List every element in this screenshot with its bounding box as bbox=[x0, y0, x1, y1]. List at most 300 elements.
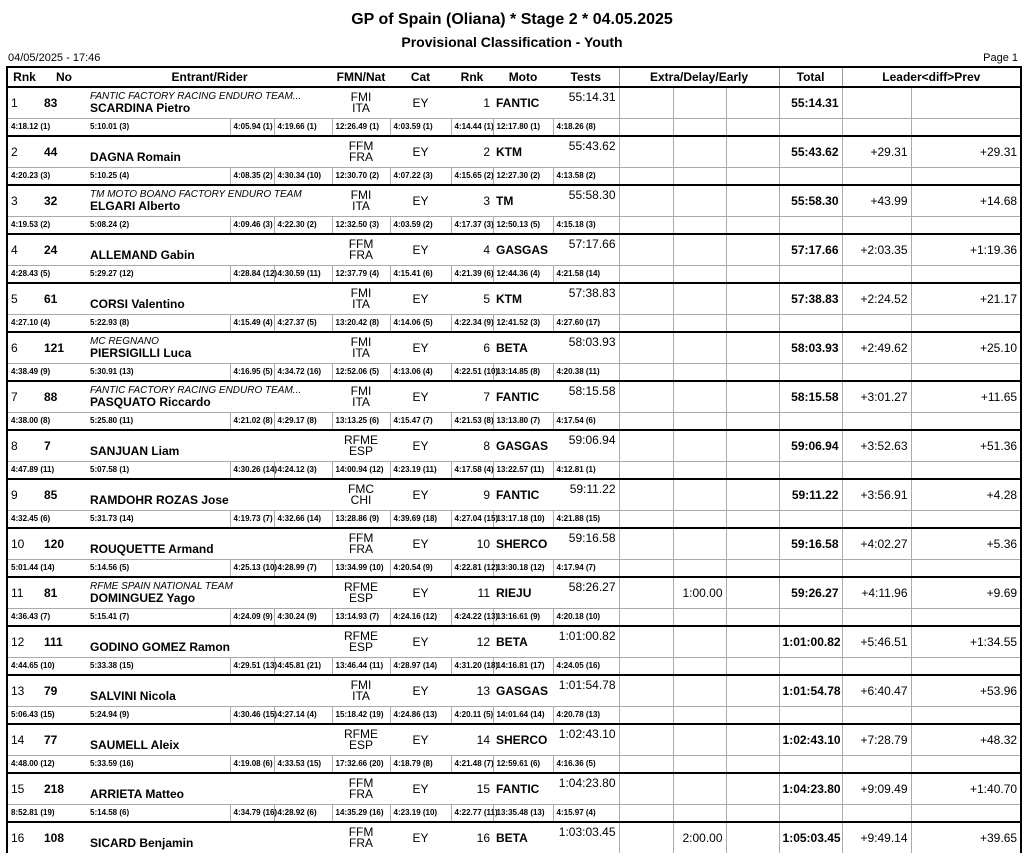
table-row bbox=[7, 479, 1021, 510]
split-time: 4:23.19 (11) bbox=[390, 461, 451, 479]
split-empty bbox=[842, 804, 911, 822]
rider-name: GODINO GOMEZ Ramon bbox=[90, 639, 231, 654]
table-row bbox=[7, 136, 1021, 167]
team-name: RFME SPAIN NATIONAL TEAM bbox=[90, 580, 233, 592]
prev-diff-cell: +21.17 bbox=[911, 283, 1021, 314]
split-time: 13:22.57 (11) bbox=[493, 461, 553, 479]
split-empty bbox=[726, 265, 779, 283]
split-time: 4:15.18 (3) bbox=[553, 216, 619, 234]
split-empty bbox=[726, 608, 779, 626]
split-time bbox=[194, 167, 230, 185]
split-time: 4:21.58 (14) bbox=[553, 265, 619, 283]
category-cell: EY bbox=[390, 528, 451, 559]
split-empty bbox=[673, 657, 726, 675]
fmn-nat-cell bbox=[332, 626, 390, 657]
split-time: 4:34.79 (16) bbox=[230, 804, 274, 822]
number-cell: 24 bbox=[41, 234, 87, 265]
early-cell bbox=[726, 332, 779, 363]
extra-cell bbox=[619, 773, 673, 804]
split-time: 8:52.81 (19) bbox=[7, 804, 87, 822]
split-time: 12:52.06 (5) bbox=[332, 363, 390, 381]
split-time: 4:30.24 (9) bbox=[274, 608, 332, 626]
split-empty bbox=[673, 412, 726, 430]
total-cell: 59:06.94 bbox=[779, 430, 842, 461]
class-rank-cell: 7 bbox=[451, 381, 493, 412]
fmn-nat-cell bbox=[332, 430, 390, 461]
split-time: 4:15.41 (6) bbox=[390, 265, 451, 283]
split-empty bbox=[911, 265, 1021, 283]
splits-row bbox=[7, 265, 1021, 283]
leader-diff-cell: +3:52.63 bbox=[842, 430, 911, 461]
fmn-nat-cell bbox=[332, 136, 390, 167]
split-empty bbox=[619, 363, 673, 381]
class-rank-cell: 9 bbox=[451, 479, 493, 510]
split-time: 14:16.81 (17) bbox=[493, 657, 553, 675]
split-time: 13:46.44 (11) bbox=[332, 657, 390, 675]
split-time: 4:27.37 (5) bbox=[274, 314, 332, 332]
extra-cell bbox=[619, 479, 673, 510]
col-moto: Moto bbox=[493, 67, 553, 87]
split-empty bbox=[673, 314, 726, 332]
table-row bbox=[7, 626, 1021, 657]
extra-cell bbox=[619, 381, 673, 412]
number-cell: 111 bbox=[41, 626, 87, 657]
fmn-label: FFM bbox=[348, 530, 374, 545]
nation-label: ESP bbox=[349, 443, 374, 458]
nation-label: FRA bbox=[349, 247, 374, 262]
split-time: 5:10.01 (3) bbox=[87, 118, 194, 136]
delay-cell bbox=[673, 479, 726, 510]
total-cell: 58:03.93 bbox=[779, 332, 842, 363]
number-cell: 77 bbox=[41, 724, 87, 755]
prev-diff-cell: +1:19.36 bbox=[911, 234, 1021, 265]
split-time: 14:35.29 (16) bbox=[332, 804, 390, 822]
moto-cell: SHERCO bbox=[493, 724, 553, 755]
split-empty bbox=[911, 559, 1021, 577]
moto-cell: KTM bbox=[493, 136, 553, 167]
tests-cell: 55:58.30 bbox=[553, 185, 619, 216]
split-empty bbox=[673, 706, 726, 724]
split-time: 12:50.13 (5) bbox=[493, 216, 553, 234]
splits-row bbox=[7, 559, 1021, 577]
prev-diff-cell: +53.96 bbox=[911, 675, 1021, 706]
nation-label: CHI bbox=[350, 492, 372, 507]
split-empty bbox=[726, 755, 779, 773]
split-empty bbox=[842, 265, 911, 283]
split-empty bbox=[842, 167, 911, 185]
split-time: 4:17.94 (7) bbox=[553, 559, 619, 577]
delay-cell bbox=[673, 136, 726, 167]
split-empty bbox=[619, 510, 673, 528]
split-empty bbox=[911, 216, 1021, 234]
entrant-cell bbox=[87, 381, 332, 412]
delay-cell: 1:00.00 bbox=[673, 577, 726, 608]
split-empty bbox=[726, 363, 779, 381]
split-empty bbox=[673, 559, 726, 577]
entrant-cell bbox=[87, 332, 332, 363]
early-cell bbox=[726, 479, 779, 510]
split-time: 5:22.93 (8) bbox=[87, 314, 194, 332]
split-time: 4:38.49 (9) bbox=[7, 363, 87, 381]
split-time: 4:13.58 (2) bbox=[553, 167, 619, 185]
tests-cell: 57:17.66 bbox=[553, 234, 619, 265]
delay-cell bbox=[673, 87, 726, 118]
split-time: 13:16.61 (9) bbox=[493, 608, 553, 626]
split-time: 13:14.85 (8) bbox=[493, 363, 553, 381]
early-cell bbox=[726, 528, 779, 559]
split-time: 13:13.25 (6) bbox=[332, 412, 390, 430]
entrant-cell bbox=[87, 822, 332, 853]
splits-row bbox=[7, 363, 1021, 381]
split-empty bbox=[911, 363, 1021, 381]
split-time: 5:08.24 (2) bbox=[87, 216, 194, 234]
total-cell: 58:15.58 bbox=[779, 381, 842, 412]
rank-cell: 3 bbox=[7, 185, 41, 216]
split-empty bbox=[779, 118, 842, 136]
split-empty bbox=[726, 461, 779, 479]
split-time: 4:19.73 (7) bbox=[230, 510, 274, 528]
prev-diff-cell: +14.68 bbox=[911, 185, 1021, 216]
split-time: 4:27.14 (4) bbox=[274, 706, 332, 724]
nation-label: ESP bbox=[349, 737, 374, 752]
split-time: 4:30.26 (14) bbox=[230, 461, 274, 479]
leader-diff-cell: +2:49.62 bbox=[842, 332, 911, 363]
split-time: 4:03.59 (1) bbox=[390, 118, 451, 136]
split-time: 4:21.39 (6) bbox=[451, 265, 493, 283]
split-empty bbox=[673, 804, 726, 822]
delay-cell bbox=[673, 234, 726, 265]
rider-name: SAUMELL Aleix bbox=[90, 737, 180, 752]
col-entrant: Entrant/Rider bbox=[87, 67, 332, 87]
split-empty bbox=[726, 118, 779, 136]
class-rank-cell: 16 bbox=[451, 822, 493, 853]
rider-name: SCARDINA Pietro bbox=[90, 100, 191, 115]
nation-label: ITA bbox=[352, 688, 370, 703]
split-empty bbox=[619, 118, 673, 136]
early-cell bbox=[726, 724, 779, 755]
split-empty bbox=[619, 412, 673, 430]
split-time: 4:21.48 (7) bbox=[451, 755, 493, 773]
entrant-cell bbox=[87, 675, 332, 706]
split-time: 4:14.44 (1) bbox=[451, 118, 493, 136]
category-cell: EY bbox=[390, 822, 451, 853]
split-time: 4:38.00 (8) bbox=[7, 412, 87, 430]
prev-diff-cell: +39.65 bbox=[911, 822, 1021, 853]
leader-diff-cell: +9:09.49 bbox=[842, 773, 911, 804]
split-time: 12:41.52 (3) bbox=[493, 314, 553, 332]
split-time: 15:18.42 (19) bbox=[332, 706, 390, 724]
early-cell bbox=[726, 185, 779, 216]
total-cell: 1:04:23.80 bbox=[779, 773, 842, 804]
split-time: 4:19.08 (6) bbox=[230, 755, 274, 773]
splits-row bbox=[7, 608, 1021, 626]
rider-name: SICARD Benjamin bbox=[90, 836, 194, 850]
category-cell: EY bbox=[390, 577, 451, 608]
split-time: 4:22.77 (11) bbox=[451, 804, 493, 822]
split-time: 12:30.70 (2) bbox=[332, 167, 390, 185]
split-time: 4:18.79 (8) bbox=[390, 755, 451, 773]
number-cell: 44 bbox=[41, 136, 87, 167]
split-empty bbox=[619, 559, 673, 577]
nation-label: ITA bbox=[352, 198, 370, 213]
delay-cell bbox=[673, 773, 726, 804]
tests-cell: 59:11.22 bbox=[553, 479, 619, 510]
fmn-label: RFME bbox=[344, 579, 379, 594]
category-cell: EY bbox=[390, 479, 451, 510]
split-empty bbox=[619, 804, 673, 822]
fmn-nat-cell bbox=[332, 283, 390, 314]
split-time: 14:01.64 (14) bbox=[493, 706, 553, 724]
early-cell bbox=[726, 234, 779, 265]
split-empty bbox=[726, 657, 779, 675]
split-empty bbox=[673, 265, 726, 283]
rider-name: DOMINGUEZ Yago bbox=[90, 590, 196, 605]
split-time: 4:12.81 (1) bbox=[553, 461, 619, 479]
split-empty bbox=[911, 118, 1021, 136]
tests-cell: 1:04:23.80 bbox=[553, 773, 619, 804]
split-time: 4:28.43 (5) bbox=[7, 265, 87, 283]
table-row bbox=[7, 332, 1021, 363]
table-row bbox=[7, 577, 1021, 608]
split-time: 5:14.58 (6) bbox=[87, 804, 194, 822]
splits-row bbox=[7, 510, 1021, 528]
early-cell bbox=[726, 822, 779, 853]
moto-cell: BETA bbox=[493, 626, 553, 657]
col-rnk: Rnk bbox=[7, 67, 41, 87]
splits-row bbox=[7, 118, 1021, 136]
nation-label: FRA bbox=[349, 836, 374, 850]
rank-cell: 12 bbox=[7, 626, 41, 657]
split-time: 4:32.45 (6) bbox=[7, 510, 87, 528]
entrant-cell bbox=[87, 283, 332, 314]
moto-cell: GASGAS bbox=[493, 234, 553, 265]
leader-diff-cell: +3:01.27 bbox=[842, 381, 911, 412]
number-cell: 121 bbox=[41, 332, 87, 363]
prev-diff-cell: +5.36 bbox=[911, 528, 1021, 559]
class-rank-cell: 2 bbox=[451, 136, 493, 167]
split-time: 12:27.30 (2) bbox=[493, 167, 553, 185]
rider-name: SALVINI Nicola bbox=[90, 688, 176, 703]
split-time: 4:24.86 (13) bbox=[390, 706, 451, 724]
split-time bbox=[194, 608, 230, 626]
nation-label: ITA bbox=[352, 296, 370, 311]
fmn-label: FMC bbox=[348, 481, 375, 496]
split-time: 4:47.89 (11) bbox=[7, 461, 87, 479]
rider-name: ELGARI Alberto bbox=[90, 198, 181, 213]
class-rank-cell: 13 bbox=[451, 675, 493, 706]
split-empty bbox=[619, 706, 673, 724]
split-time: 4:17.58 (4) bbox=[451, 461, 493, 479]
split-time: 4:21.88 (15) bbox=[553, 510, 619, 528]
early-cell bbox=[726, 136, 779, 167]
split-empty bbox=[779, 363, 842, 381]
category-cell: EY bbox=[390, 332, 451, 363]
split-empty bbox=[726, 167, 779, 185]
split-time: 4:34.72 (16) bbox=[274, 363, 332, 381]
split-time: 4:28.84 (12) bbox=[230, 265, 274, 283]
prev-diff-cell: +29.31 bbox=[911, 136, 1021, 167]
split-time: 5:07.58 (1) bbox=[87, 461, 194, 479]
class-rank-cell: 14 bbox=[451, 724, 493, 755]
split-time: 4:30.46 (15) bbox=[230, 706, 274, 724]
entrant-cell bbox=[87, 724, 332, 755]
split-time: 4:24.12 (3) bbox=[274, 461, 332, 479]
table-row bbox=[7, 675, 1021, 706]
rank-cell: 9 bbox=[7, 479, 41, 510]
fmn-nat-cell bbox=[332, 577, 390, 608]
delay-cell bbox=[673, 185, 726, 216]
extra-cell bbox=[619, 87, 673, 118]
rider-name: DAGNA Romain bbox=[90, 149, 181, 164]
split-time: 4:31.20 (18) bbox=[451, 657, 493, 675]
split-empty bbox=[673, 461, 726, 479]
split-time: 4:08.35 (2) bbox=[230, 167, 274, 185]
splits-row bbox=[7, 314, 1021, 332]
split-empty bbox=[673, 755, 726, 773]
total-cell: 59:26.27 bbox=[779, 577, 842, 608]
delay-cell bbox=[673, 381, 726, 412]
split-empty bbox=[779, 412, 842, 430]
rank-cell: 2 bbox=[7, 136, 41, 167]
split-time: 4:07.22 (3) bbox=[390, 167, 451, 185]
split-empty bbox=[842, 363, 911, 381]
split-time: 4:03.59 (2) bbox=[390, 216, 451, 234]
tests-cell: 59:16.58 bbox=[553, 528, 619, 559]
team-name: TM MOTO BOANO FACTORY ENDURO TEAM bbox=[90, 188, 302, 200]
split-empty bbox=[779, 559, 842, 577]
leader-diff-cell: +3:56.91 bbox=[842, 479, 911, 510]
col-rnk2: Rnk bbox=[451, 67, 493, 87]
split-time: 12:37.79 (4) bbox=[332, 265, 390, 283]
fmn-label: FMI bbox=[350, 677, 372, 692]
rider-name: PASQUATO Riccardo bbox=[90, 394, 211, 409]
early-cell bbox=[726, 773, 779, 804]
split-time: 4:22.30 (2) bbox=[274, 216, 332, 234]
split-empty bbox=[619, 608, 673, 626]
fmn-label: FFM bbox=[348, 236, 374, 251]
total-cell: 1:05:03.45 bbox=[779, 822, 842, 853]
delay-cell bbox=[673, 626, 726, 657]
number-cell: 108 bbox=[41, 822, 87, 853]
split-empty bbox=[673, 363, 726, 381]
split-time: 5:01.44 (14) bbox=[7, 559, 87, 577]
table-row bbox=[7, 773, 1021, 804]
split-time bbox=[194, 363, 230, 381]
split-time: 12:59.61 (6) bbox=[493, 755, 553, 773]
prev-diff-cell bbox=[911, 87, 1021, 118]
extra-cell bbox=[619, 822, 673, 853]
split-time: 13:35.48 (13) bbox=[493, 804, 553, 822]
split-time: 4:24.16 (12) bbox=[390, 608, 451, 626]
split-time: 4:18.12 (1) bbox=[7, 118, 87, 136]
rank-cell: 15 bbox=[7, 773, 41, 804]
split-empty bbox=[673, 608, 726, 626]
extra-cell bbox=[619, 283, 673, 314]
category-cell: EY bbox=[390, 283, 451, 314]
moto-cell: RIEJU bbox=[493, 577, 553, 608]
rank-cell: 14 bbox=[7, 724, 41, 755]
early-cell bbox=[726, 577, 779, 608]
split-time: 4:45.81 (21) bbox=[274, 657, 332, 675]
class-rank-cell: 8 bbox=[451, 430, 493, 461]
team-name: MC REGNANO bbox=[90, 335, 159, 347]
split-empty bbox=[726, 559, 779, 577]
split-time: 4:28.99 (7) bbox=[274, 559, 332, 577]
number-cell: 7 bbox=[41, 430, 87, 461]
split-empty bbox=[619, 167, 673, 185]
early-cell bbox=[726, 430, 779, 461]
fmn-label: FFM bbox=[348, 138, 374, 153]
rider-name: ARRIETA Matteo bbox=[90, 786, 184, 801]
extra-cell bbox=[619, 675, 673, 706]
fmn-nat-cell bbox=[332, 822, 390, 853]
split-empty bbox=[726, 216, 779, 234]
rider-name: CORSI Valentino bbox=[90, 296, 185, 311]
fmn-label: RFME bbox=[344, 432, 379, 447]
tests-cell: 1:01:00.82 bbox=[553, 626, 619, 657]
delay-cell bbox=[673, 675, 726, 706]
category-cell: EY bbox=[390, 430, 451, 461]
fmn-label: FMI bbox=[350, 383, 372, 398]
split-time bbox=[194, 804, 230, 822]
moto-cell: KTM bbox=[493, 283, 553, 314]
split-time: 4:29.51 (13) bbox=[230, 657, 274, 675]
split-empty bbox=[779, 755, 842, 773]
tests-cell: 1:02:43.10 bbox=[553, 724, 619, 755]
category-cell: EY bbox=[390, 381, 451, 412]
split-empty bbox=[779, 706, 842, 724]
leader-diff-cell: +2:24.52 bbox=[842, 283, 911, 314]
fmn-label: FFM bbox=[348, 775, 374, 790]
fmn-label: FMI bbox=[350, 89, 372, 104]
split-time: 4:15.49 (4) bbox=[230, 314, 274, 332]
category-cell: EY bbox=[390, 234, 451, 265]
split-time: 4:25.13 (10) bbox=[230, 559, 274, 577]
entrant-cell bbox=[87, 479, 332, 510]
rank-cell: 11 bbox=[7, 577, 41, 608]
split-empty bbox=[619, 461, 673, 479]
split-empty bbox=[779, 216, 842, 234]
split-time bbox=[194, 412, 230, 430]
total-cell: 1:01:54.78 bbox=[779, 675, 842, 706]
split-time: 4:27.60 (17) bbox=[553, 314, 619, 332]
delay-cell bbox=[673, 283, 726, 314]
split-time: 4:44.65 (10) bbox=[7, 657, 87, 675]
class-rank-cell: 11 bbox=[451, 577, 493, 608]
split-time bbox=[194, 755, 230, 773]
nation-label: ITA bbox=[352, 345, 370, 360]
split-time: 4:09.46 (3) bbox=[230, 216, 274, 234]
early-cell bbox=[726, 381, 779, 412]
total-cell: 1:02:43.10 bbox=[779, 724, 842, 755]
moto-cell: GASGAS bbox=[493, 430, 553, 461]
prev-diff-cell: +4.28 bbox=[911, 479, 1021, 510]
split-time: 5:30.91 (13) bbox=[87, 363, 194, 381]
total-cell: 55:14.31 bbox=[779, 87, 842, 118]
split-time: 5:14.56 (5) bbox=[87, 559, 194, 577]
split-time: 4:16.36 (5) bbox=[553, 755, 619, 773]
entrant-cell bbox=[87, 430, 332, 461]
split-time: 17:32.66 (20) bbox=[332, 755, 390, 773]
prev-diff-cell: +25.10 bbox=[911, 332, 1021, 363]
leader-diff-cell: +29.31 bbox=[842, 136, 911, 167]
splits-row bbox=[7, 216, 1021, 234]
early-cell bbox=[726, 626, 779, 657]
delay-cell bbox=[673, 724, 726, 755]
entrant-cell bbox=[87, 577, 332, 608]
split-time: 13:14.93 (7) bbox=[332, 608, 390, 626]
split-time bbox=[194, 216, 230, 234]
